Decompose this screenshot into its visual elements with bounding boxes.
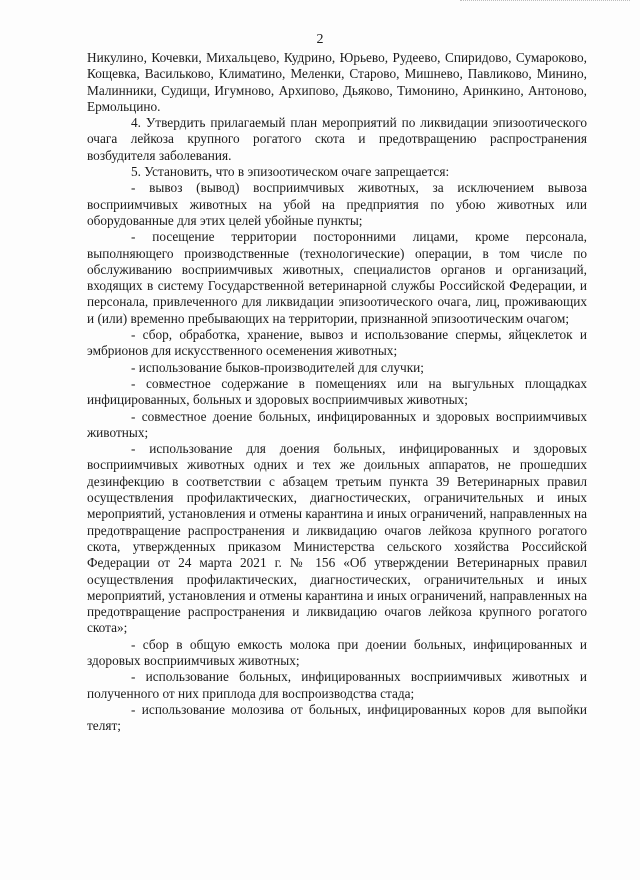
paragraph-item-4: 4. Утвердить прилагаемый план мероприятий по ликвидации эпизоотического очага лейкоза крупного рогатого скота и предотвращению распространения возбудителя заболевания. xyxy=(87,115,587,163)
prohibition-item: - посещение территории посторонними лицами, кроме персонала, выполняющего производственные (технологические) операции, в том числе по обслуживанию восприимчивых животных, специалистов органов и организаций, входящих в систему Государственной ветеринарной службы Российской Федерации, и персонала, привлеченного для ликвидации эпизоотического очага, лиц, проживающих и (или) временно пребывающих на территории, признанной эпизоотическим очагом; xyxy=(87,229,587,326)
page-number: 2 xyxy=(316,32,324,47)
document-body xyxy=(87,50,587,734)
prohibition-item: - использование быков-производителей для случки; xyxy=(131,359,424,375)
prohibition-item: - вывоз (вывод) восприимчивых животных, за исключением вывоза восприимчивых животных на убой на предприятия по убою животных или оборудованные для этих целей убойные пункты; xyxy=(87,180,587,228)
prohibition-item: - сбор в общую емкость молока при доении больных, инфицированных и здоровых восприимчивых животных; xyxy=(87,636,587,668)
prohibition-item: - совместное доение больных, инфицированных и здоровых восприимчивых животных; xyxy=(87,408,587,440)
prohibition-item: - использование для доения больных, инфицированных и здоровых восприимчивых животных одних и тех же доильных аппаратов, не прошедших дезинфекцию в соответствии с абзацем третьим пункта 39 Ветеринарных правил осуществления профилактических, диагностических, ограничительных и иных мероприятий, установления и отмены карантина и иных ограничений, направленных на предотвращение распространения и ликвидацию очагов лейкоза крупного рогатого скота, утвержденных приказом Министерства сельского хозяйства Российской Федерации от 24 марта 2021 г. № 156 «Об утверждении Ветеринарных правил осуществления профилактических, диагностических, ограничительных и иных мероприятий, установления и отмены карантина и иных ограничений, направленных на предотвращение распространения и ликвидацию очагов лейкоза крупного рогатого скота»; xyxy=(87,441,587,636)
prohibition-item: - использование больных, инфицированных восприимчивых животных и полученного от них приплода для воспроизводства стада; xyxy=(87,669,587,701)
scan-header-mark xyxy=(460,0,630,4)
paragraph-item-5: 5. Установить, что в эпизоотическом очаге запрещается: xyxy=(131,164,450,180)
paragraph-village-list: Никулино, Кочевки, Михальцево, Кудрино, Юрьево, Рудеево, Спиридово, Сумароково, Кощевка, Васильково, Климатино, Меленки, Старово, Мишнево, Павликово, Минино, Малинники, Судищи, Игумново, Архипово, Дьяково, Тимонино, Аринкино, Антоново, Ермольцино. xyxy=(87,50,587,114)
prohibition-item: - совместное содержание в помещениях или на выгульных площадках инфицированных, больных и здоровых восприимчивых животных; xyxy=(87,375,587,408)
prohibition-item: - использование молозива от больных, инфицированных коров для выпойки телят; xyxy=(87,701,587,734)
prohibition-item: - сбор, обработка, хранение, вывоз и использование спермы, яйцеклеток и эмбрионов для искусственного осеменения животных; xyxy=(87,327,587,359)
